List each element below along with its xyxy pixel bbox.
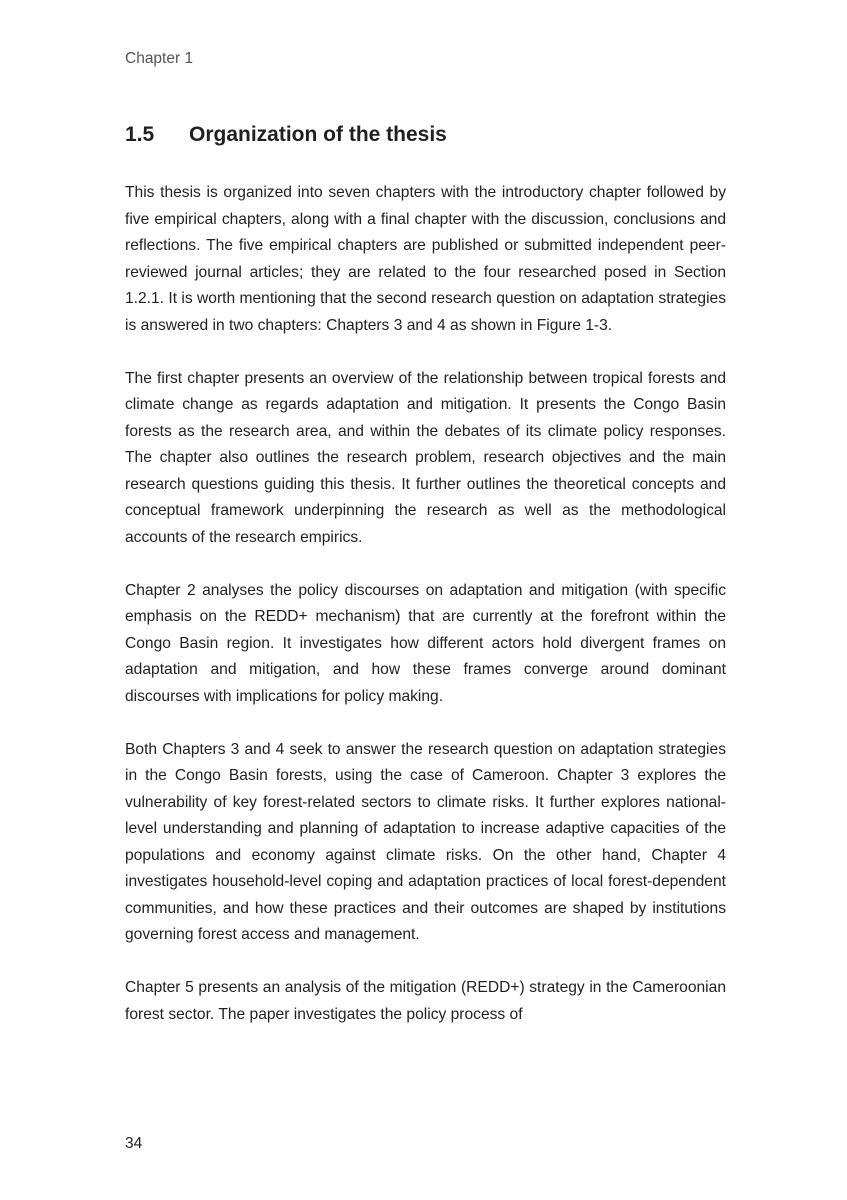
paragraph-chapter-1: The first chapter presents an overview of the relationship between tropical forests and climate change as regards adaptation and mitigation. It presents the Congo Basin forests as the research area, and within the debates of its climate policy responses. The chapter also outlines the research problem, research objectives and the main research questions guiding this thesis. It further outlines the theoretical concepts and conceptual framework underpinning the research as well as the methodological accounts of the research empirics. bbox=[125, 369, 726, 546]
paragraph-chapters-3-4: Both Chapters 3 and 4 seek to answer the research question on adaptation strategies in the Congo Basin forests, using the case of Cameroon. Chapter 3 explores the vulnerability of key forest-related sectors to climate risks. It further explores national-level understanding and planning of adaptation to increase adaptive capacities of the populations and economy against climate risks. On the other hand, Chapter 4 investigates household-level coping and adaptation practices of local forest-dependent communities, and how these practices and their outcomes are shaped by institutions governing forest access and management. bbox=[125, 740, 726, 943]
paragraph-thesis-structure: This thesis is organized into seven chapters with the introductory chapter followed by five empirical chapters, along with a final chapter with the discussion, conclusions and reflections. The five empirical chapters are published or submitted independent peer-reviewed journal articles; they are related to the four researched posed in Section 1.2.1. It is worth mentioning that the second research question on adaptation strategies is answered in two chapters: Chapters 3 and 4 as shown in Figure 1-3. bbox=[125, 184, 726, 334]
paragraph-chapter-5: Chapter 5 presents an analysis of the mitigation (REDD+) strategy in the Cameroonian forest sector. The paper investigates the policy process of bbox=[125, 979, 726, 1023]
section-title: Organization of the thesis bbox=[189, 123, 447, 146]
section-number: 1.5 bbox=[125, 123, 155, 146]
page-number: 34 bbox=[125, 1135, 143, 1152]
paragraph-chapter-2: Chapter 2 analyses the policy discourses on adaptation and mitigation (with specific emphasis on the REDD+ mechanism) that are currently at the forefront within the Congo Basin region. It investigates how different actors hold divergent frames on adaptation and mitigation, and how these frames converge around dominant discourses with implications for policy making. bbox=[125, 581, 726, 705]
section-heading bbox=[125, 123, 447, 147]
running-head: Chapter 1 bbox=[125, 50, 194, 67]
body-text bbox=[125, 180, 726, 1055]
